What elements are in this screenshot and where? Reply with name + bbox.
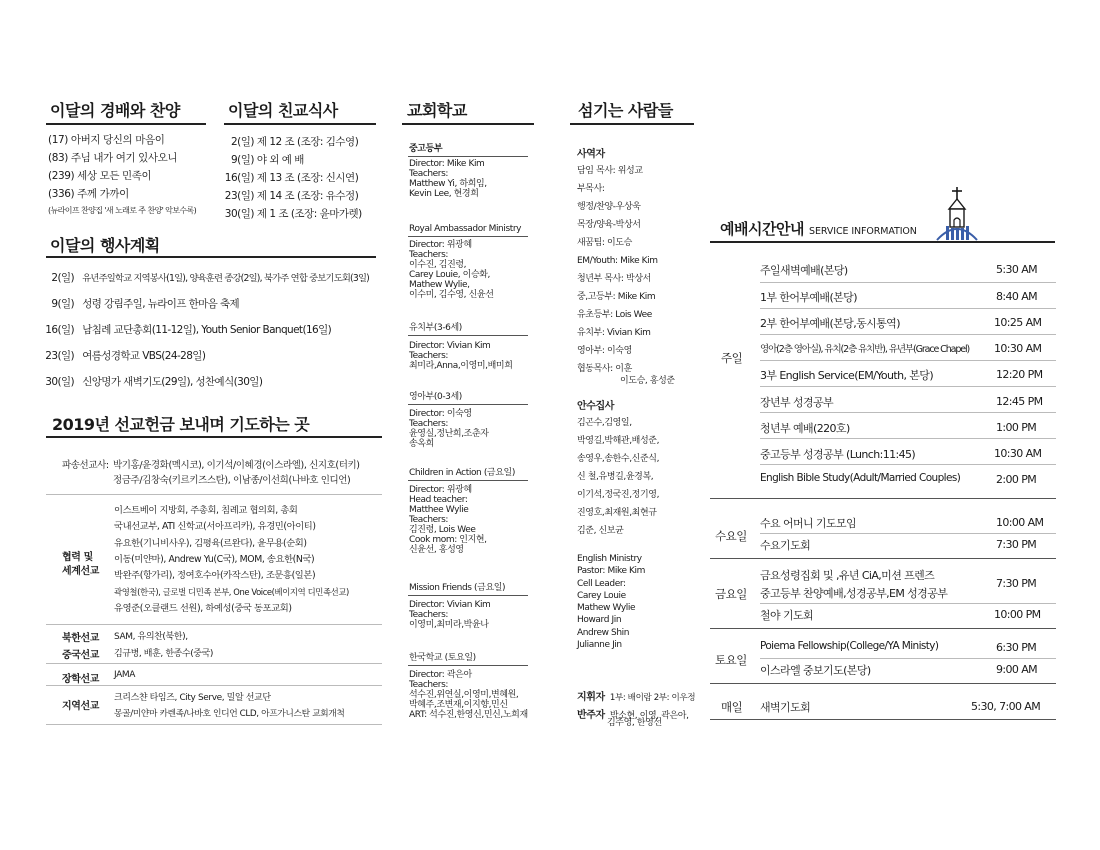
school-line: Teachers: bbox=[409, 515, 449, 526]
fellowship-desc: 제 12 조 (조장: 김수영) bbox=[256, 136, 359, 148]
wednesday-label: 수요일 bbox=[715, 529, 747, 543]
services-rule bbox=[710, 241, 1055, 243]
school-rule bbox=[402, 123, 534, 125]
divider bbox=[760, 464, 1056, 465]
list-item: Andrew Shin bbox=[577, 627, 630, 638]
service-name: Poiema Fellowship(College/YA Ministy) bbox=[760, 640, 939, 652]
service-time: 10:00 PM bbox=[994, 608, 1041, 621]
fellowship-date: 2(일) bbox=[230, 136, 254, 148]
event-date: 16(일) bbox=[45, 324, 74, 336]
service-name: 청년부 예배(220호) bbox=[760, 422, 850, 435]
list-item: (239) 세상 모든 민족이 bbox=[48, 170, 152, 182]
list-item: (83) 주님 내가 여기 있사오니 bbox=[48, 152, 178, 164]
school-section-title: 영아부(0-3세) bbox=[409, 392, 462, 402]
service-name: 1부 한어부예배(본당) bbox=[760, 291, 857, 304]
servants-title: 섬기는 사람들 bbox=[578, 101, 673, 120]
school-section-body bbox=[409, 159, 487, 199]
school-line: Director: 위광혜 bbox=[409, 485, 472, 495]
school-line: Director: Vivian Kim bbox=[409, 600, 491, 610]
school-line: Matthew Yi, 하희임, bbox=[409, 179, 487, 190]
missions-rule bbox=[46, 436, 382, 438]
event-desc: 성령 강림주일, 뉴라이프 한마음 축제 bbox=[82, 298, 240, 310]
school-section-title: 유치부(3-6세) bbox=[409, 323, 462, 333]
school-section-title: 한국학교 (토요일) bbox=[409, 653, 476, 663]
school-line: 최미라,Anna,이영미,배미희 bbox=[409, 361, 513, 372]
school-line: 신윤선, 홍성영 bbox=[409, 545, 464, 556]
list-item: Pastor: Mike Kim bbox=[577, 566, 646, 577]
accompanist-label: 반주자 bbox=[577, 710, 605, 721]
fellowship-list bbox=[214, 133, 362, 223]
church-icon bbox=[934, 186, 980, 242]
school-line: Kevin Lee, 현경희 bbox=[409, 189, 479, 200]
service-time: 7:30 PM bbox=[996, 538, 1037, 551]
school-line: Director: 위광혜 bbox=[409, 240, 472, 250]
service-time: 12:20 PM bbox=[996, 368, 1043, 381]
divider bbox=[760, 658, 1056, 659]
service-time: 7:30 PM bbox=[996, 577, 1037, 590]
staff-extra: 이도승, 홍성준 bbox=[620, 376, 675, 386]
event-date: 2(일) bbox=[51, 272, 74, 284]
school-line: Mathew Wylie, bbox=[409, 280, 470, 291]
event-desc: 유년주일학교 지역봉사(1일), 양육훈련 종강(2일), 북가주 연합 중보기도회(3일) bbox=[82, 273, 370, 284]
school-line: Teachers: bbox=[409, 351, 449, 362]
em-list bbox=[577, 553, 645, 651]
missions-title: 2019년 선교헌금 보내며 기도하는 곳 bbox=[52, 415, 310, 434]
local-line: 크리스챤 타임즈, City Serve, 밀알 선교단 bbox=[114, 693, 271, 703]
school-section-title: Children in Action (금요일) bbox=[409, 468, 515, 478]
school-line: 송옥희 bbox=[409, 439, 434, 450]
conductor-row bbox=[577, 685, 695, 704]
nk-label: 북한선교 bbox=[62, 633, 100, 644]
list-item: 박영길,박해관,배성준, bbox=[577, 436, 660, 446]
divider bbox=[760, 386, 1056, 387]
local-line: 몽골/미얀마 카렌족/나바호 인디언 CLD, 아프가니스탄 교회개척 bbox=[114, 709, 345, 719]
school-section-body bbox=[409, 600, 490, 630]
service-name: 중고등부 찬양예배,성경공부,EM 성경공부 bbox=[760, 587, 948, 600]
school-line: 이수미, 김수영, 신윤선 bbox=[409, 290, 494, 301]
list-item: 김곤수,김영일, bbox=[577, 418, 632, 428]
service-name: English Bible Study(Adult/Married Couples) bbox=[760, 472, 961, 484]
local-label: 지역선교 bbox=[62, 701, 100, 712]
event-desc: 여름성경학교 VBS(24-28일) bbox=[82, 350, 206, 362]
hymns-rule bbox=[46, 123, 206, 125]
cn-value: 김규병, 배훈, 한종수(중국) bbox=[114, 649, 214, 659]
service-time: 9:00 AM bbox=[996, 663, 1038, 676]
servants-rule bbox=[570, 123, 694, 125]
school-section-title: Mission Friends (금요일) bbox=[409, 583, 506, 593]
school-section-body bbox=[409, 341, 513, 371]
service-name: 금요성령집회 및 ,유년 CiA,미션 프렌즈 bbox=[760, 569, 935, 582]
service-time: 10:30 AM bbox=[994, 447, 1042, 460]
school-section-title: 중고등부 bbox=[409, 144, 443, 154]
service-time: 5:30, 7:00 AM bbox=[971, 700, 1041, 713]
list-item: (17) 아버지 당신의 마음이 bbox=[48, 134, 165, 146]
services-title-en: SERVICE INFORMATION bbox=[809, 226, 917, 237]
service-time: 8:40 AM bbox=[996, 290, 1038, 303]
event-date: 9(일) bbox=[51, 298, 74, 310]
list-item: Julianne Jin bbox=[577, 640, 622, 651]
divider bbox=[760, 282, 1056, 283]
service-time: 6:30 PM bbox=[996, 641, 1037, 654]
school-section-body bbox=[409, 240, 494, 300]
service-name: 주일새벽예배(본당) bbox=[760, 264, 848, 277]
list-item: Cell Leader: bbox=[577, 578, 626, 589]
conductor-label: 지휘자 bbox=[577, 692, 605, 703]
divider bbox=[408, 404, 528, 405]
list-item: 김준, 신보균 bbox=[577, 526, 624, 536]
partner-label: 협력 및 bbox=[62, 552, 93, 563]
divider bbox=[710, 683, 1056, 684]
service-time: 5:30 AM bbox=[996, 263, 1038, 276]
list-item: 국내선교부, ATI 신학교(서아프리카), 유경민(아이티) bbox=[114, 521, 316, 533]
school-line: Teachers: bbox=[409, 610, 449, 621]
school-line: Matthee Wylie bbox=[409, 505, 469, 516]
list-item: (336) 주께 가까이 bbox=[48, 188, 129, 200]
list-item: Carey Louie bbox=[577, 590, 626, 601]
list-item: 목장/양육-박상서 bbox=[577, 220, 641, 230]
list-item: 담임 목사: 위성교 bbox=[577, 166, 643, 176]
events-rule bbox=[46, 256, 376, 258]
divider bbox=[408, 480, 528, 481]
list-item: 중,고등부: Mike Kim bbox=[577, 292, 656, 302]
list-item: 신 철,유병길,윤경복, bbox=[577, 472, 654, 482]
school-line: Director: Vivian Kim bbox=[409, 341, 491, 351]
school-line: Cook mom: 인지현, bbox=[409, 535, 487, 546]
service-name: 수요기도회 bbox=[760, 539, 811, 552]
hymns-note: (뉴라이프 찬양집 '새 노래로 주 찬양' 악보수록) bbox=[48, 206, 197, 215]
school-section-body bbox=[409, 670, 528, 720]
divider bbox=[710, 628, 1056, 629]
list-item: 박완주(항가리), 정여호수아(카작스탄), 조문흥(일본) bbox=[114, 570, 316, 582]
service-time: 10:30 AM bbox=[994, 342, 1042, 355]
fellowship-title: 이달의 친교식사 bbox=[228, 101, 338, 120]
services-title-row bbox=[720, 218, 917, 239]
list-item: 이기석,정국진,정기영, bbox=[577, 490, 660, 500]
service-name: 3부 English Service(EM/Youth, 본당) bbox=[760, 369, 934, 382]
service-name: 수요 어머니 기도모임 bbox=[760, 517, 857, 530]
list-item: 이동(미얀마), Andrew Yu(C국), MOM, 송요한(N국) bbox=[114, 553, 315, 565]
divider bbox=[408, 236, 528, 237]
school-line: Director: 곽은아 bbox=[409, 670, 472, 680]
school-line: Director: Mike Kim bbox=[409, 159, 485, 169]
fellowship-rule bbox=[224, 123, 376, 125]
divider bbox=[46, 685, 382, 686]
partner-list bbox=[114, 503, 349, 617]
divider bbox=[710, 558, 1056, 559]
service-time: 10:25 AM bbox=[994, 316, 1042, 329]
conductor-value: 1부: 배이람 2부: 이우정 bbox=[609, 693, 696, 703]
divider bbox=[760, 603, 1056, 604]
divider bbox=[46, 494, 382, 495]
fellowship-date: 23(일) bbox=[224, 190, 254, 202]
divider bbox=[710, 498, 1056, 499]
school-line: Teachers: bbox=[409, 419, 449, 430]
list-item: 유치부: Vivian Kim bbox=[577, 328, 651, 338]
saturday-label: 토요일 bbox=[715, 653, 747, 667]
school-line: 윤영실,정난희,조춘자 bbox=[409, 429, 489, 440]
accompanist-value: 박소현, 이영, 곽은아, bbox=[609, 711, 689, 721]
service-name: 철야 기도회 bbox=[760, 609, 814, 622]
divider bbox=[408, 595, 528, 596]
hymns-list bbox=[48, 131, 177, 203]
list-item: 새꿈팀: 이도승 bbox=[577, 238, 632, 248]
daily-label: 매일 bbox=[721, 700, 743, 714]
service-name: 이스라엘 중보기도(본당) bbox=[760, 664, 871, 677]
staff-list bbox=[577, 162, 658, 378]
events-list bbox=[40, 270, 369, 400]
list-item: 유영준(오클랜드 선원), 하예성(중국 동포교회) bbox=[114, 602, 292, 614]
list-item: Mathew Wylie bbox=[577, 603, 636, 614]
school-line: 김진령, Lois Wee bbox=[409, 525, 476, 536]
list-item: EM/Youth: Mike Kim bbox=[577, 256, 658, 266]
divider bbox=[760, 438, 1056, 439]
partner-label: 세계선교 bbox=[62, 566, 100, 577]
service-time: 1:00 PM bbox=[996, 421, 1037, 434]
divider bbox=[760, 334, 1056, 335]
cn-label: 중국선교 bbox=[62, 650, 100, 661]
service-name: 2부 한어부예배(본당,동시통역) bbox=[760, 317, 900, 330]
divider bbox=[760, 533, 1056, 534]
missionaries-label: 파송선교사: bbox=[62, 460, 109, 471]
divider bbox=[760, 308, 1056, 309]
service-time: 12:45 PM bbox=[996, 395, 1043, 408]
school-line: Teachers: bbox=[409, 680, 449, 691]
fellowship-desc: 제 13 조 (조장: 신시연) bbox=[256, 172, 359, 184]
school-section-body bbox=[409, 409, 489, 449]
school-line: 이수진, 김진령, bbox=[409, 260, 467, 271]
list-item: 진영호,최재원,최현규 bbox=[577, 508, 657, 518]
school-line: 박혜주,조변재,이지향,민신 bbox=[409, 700, 508, 711]
divider bbox=[46, 624, 382, 625]
list-item: 곽영철(한국), 글로벌 디민족 본부, One Voice(베이지역 디민족선교) bbox=[114, 587, 349, 598]
list-item: 행정/찬양-우상욱 bbox=[577, 202, 641, 212]
school-line: Teachers: bbox=[409, 250, 449, 261]
list-item: 협동목사: 이훈 bbox=[577, 364, 632, 374]
service-time: 2:00 PM bbox=[996, 473, 1037, 486]
fellowship-desc: 야 외 예 배 bbox=[256, 154, 304, 166]
school-line: Head teacher: bbox=[409, 495, 468, 506]
events-title: 이달의 행사계획 bbox=[50, 236, 160, 255]
service-time: 10:00 AM bbox=[996, 516, 1044, 529]
school-section-body bbox=[409, 485, 487, 556]
missionaries-line: 박기홍/윤경화(멕시코), 이기석/이혜경(이스라엘), 신지호(터키) bbox=[113, 460, 360, 471]
bur-value: JAMA bbox=[114, 670, 135, 680]
hymns-title: 이달의 경배와 찬양 bbox=[50, 101, 180, 120]
event-date: 30(일) bbox=[45, 376, 74, 388]
accompanist-value: 김주영, 한영선 bbox=[607, 718, 662, 728]
list-item: 청년부 목사: 박상서 bbox=[577, 274, 651, 284]
event-date: 23(일) bbox=[45, 350, 74, 362]
event-desc: 신앙명가 새벽기도(29일), 성찬예식(30일) bbox=[82, 376, 263, 388]
services-title: 예배시간안내 bbox=[720, 220, 804, 238]
list-item: 유요한(기니비사우), 김평육(르완다), 윤무용(순회) bbox=[114, 537, 307, 549]
divider bbox=[46, 663, 382, 664]
event-desc: 남침례 교단총회(11-12일), Youth Senior Banquet(16일) bbox=[82, 324, 332, 336]
deacon-label: 안수집사 bbox=[577, 401, 615, 412]
fellowship-date: 9(일) bbox=[230, 154, 254, 166]
list-item: 유초등부: Lois Wee bbox=[577, 310, 652, 320]
divider bbox=[408, 665, 528, 666]
staff-label: 사역자 bbox=[577, 149, 605, 160]
school-line: 이영미,최미라,박윤나 bbox=[409, 620, 489, 631]
divider bbox=[710, 719, 1056, 720]
list-item: 영아부: 이숙영 bbox=[577, 346, 632, 356]
divider bbox=[408, 335, 528, 336]
school-line: 석수진,위연실,이영미,변혜원, bbox=[409, 690, 519, 701]
school-line: Carey Louie, 이승화, bbox=[409, 270, 490, 281]
school-title: 교회학교 bbox=[407, 101, 467, 120]
school-line: Teachers: bbox=[409, 169, 449, 180]
list-item: 부목사: bbox=[577, 184, 605, 194]
divider bbox=[760, 412, 1056, 413]
bur-label: 장학선교 bbox=[62, 674, 100, 685]
list-item: 송영우,송한수,신준식, bbox=[577, 454, 660, 464]
school-line: ART: 석수진,한영신,민신,노희재 bbox=[409, 710, 528, 721]
fellowship-date: 16(일) bbox=[224, 172, 254, 184]
fellowship-desc: 제 14 조 (조장: 유수정) bbox=[256, 190, 359, 202]
service-name: 장년부 성경공부 bbox=[760, 396, 834, 409]
divider bbox=[760, 360, 1056, 361]
sunday-label: 주일 bbox=[721, 351, 743, 365]
friday-label: 금요일 bbox=[715, 587, 747, 601]
nk-value: SAM, 유의찬(북한), bbox=[114, 632, 188, 642]
school-section-title: Royal Ambassador Ministry bbox=[409, 224, 522, 234]
service-name: 중고등부 성경공부 (Lunch:11:45) bbox=[760, 448, 916, 461]
fellowship-date: 30(일) bbox=[224, 208, 254, 220]
list-item: Howard Jin bbox=[577, 615, 622, 626]
divider bbox=[408, 156, 528, 157]
service-name: 새벽기도회 bbox=[760, 701, 811, 714]
fellowship-desc: 제 1 조 (조장: 윤마가렛) bbox=[256, 208, 362, 220]
list-item: 이스트베이 지방회, 주총회, 침례교 협의회, 총회 bbox=[114, 505, 298, 516]
list-item: English Ministry bbox=[577, 554, 642, 564]
deacon-list bbox=[577, 414, 659, 540]
divider bbox=[46, 724, 382, 725]
service-name: 영아(2층 영아실), 유치(2층 유치반), 유년부(Grace Chapel) bbox=[760, 344, 970, 355]
school-line: Director: 이숙영 bbox=[409, 409, 472, 419]
missionaries-line: 정금주/김창숙(키르키즈스탄), 이남종/이선희(나바호 인디언) bbox=[113, 475, 351, 486]
